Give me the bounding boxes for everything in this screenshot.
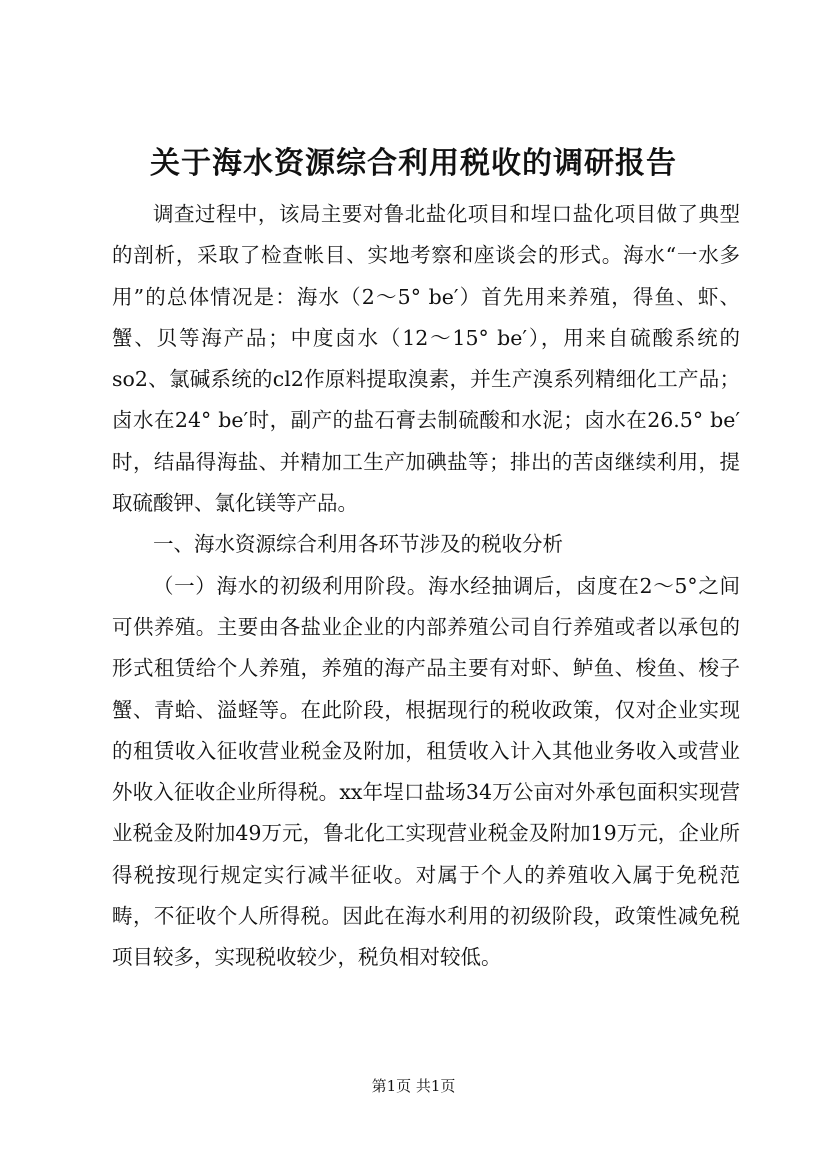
document-title: 关于海水资源综合利用税收的调研报告 <box>150 146 677 181</box>
paragraph-initial-stage: （一）海水的初级利用阶段。海水经抽调后，卤度在2～5°之间可供养殖。主要由各盐业企业的内部养殖公司自行养殖或者以承包的形式租赁给个人养殖，养殖的海产品主要有对虾、鲈鱼、梭鱼、梭子蟹、青蛤、溢蛏等。在此阶段，根据现行的税收政策，仅对企业实现的租赁收入征收营业税金及附加，租赁收入计入其他业务收入或营业外收入征收企业所得税。xx年埕口盐场34万公亩对外承包面积实现营业税金及附加49万元，鲁北化工实现营业税金及附加19万元，企业所得税按现行规定实行减半征收。对属于个人的养殖收入属于免税范畴，不征收个人所得税。因此在海水利用的初级阶段，政策性减免税项目较多，实现税收较少，税负相对较低。 <box>112 573 740 970</box>
page-number-footer: 第1页 共1页 <box>371 1077 456 1095</box>
document-body <box>112 194 740 979</box>
paragraph-investigation: 调查过程中，该局主要对鲁北盐化项目和埕口盐化项目做了典型的剖析，采取了检查帐目、实地考察和座谈会的形式。海水“一水多用”的总体情况是：海水（2～5° be′）首先用来养殖，得鱼、虾、蟹、贝等海产品；中度卤水（12～15° be′），用来自硫酸系统的so2、氯碱系统的cl2作原料提取溴素，并生产溴系列精细化工产品；卤水在24° be′时，副产的盐石膏去制硫酸和水泥；卤水在26.5° be′时，结晶得海盐、并精加工生产加碘盐等；排出的苦卤继续利用，提取硫酸钾、氯化镁等产品。 <box>112 202 740 516</box>
section-heading: 一、海水资源综合利用各环节涉及的税收分析 <box>153 532 563 557</box>
